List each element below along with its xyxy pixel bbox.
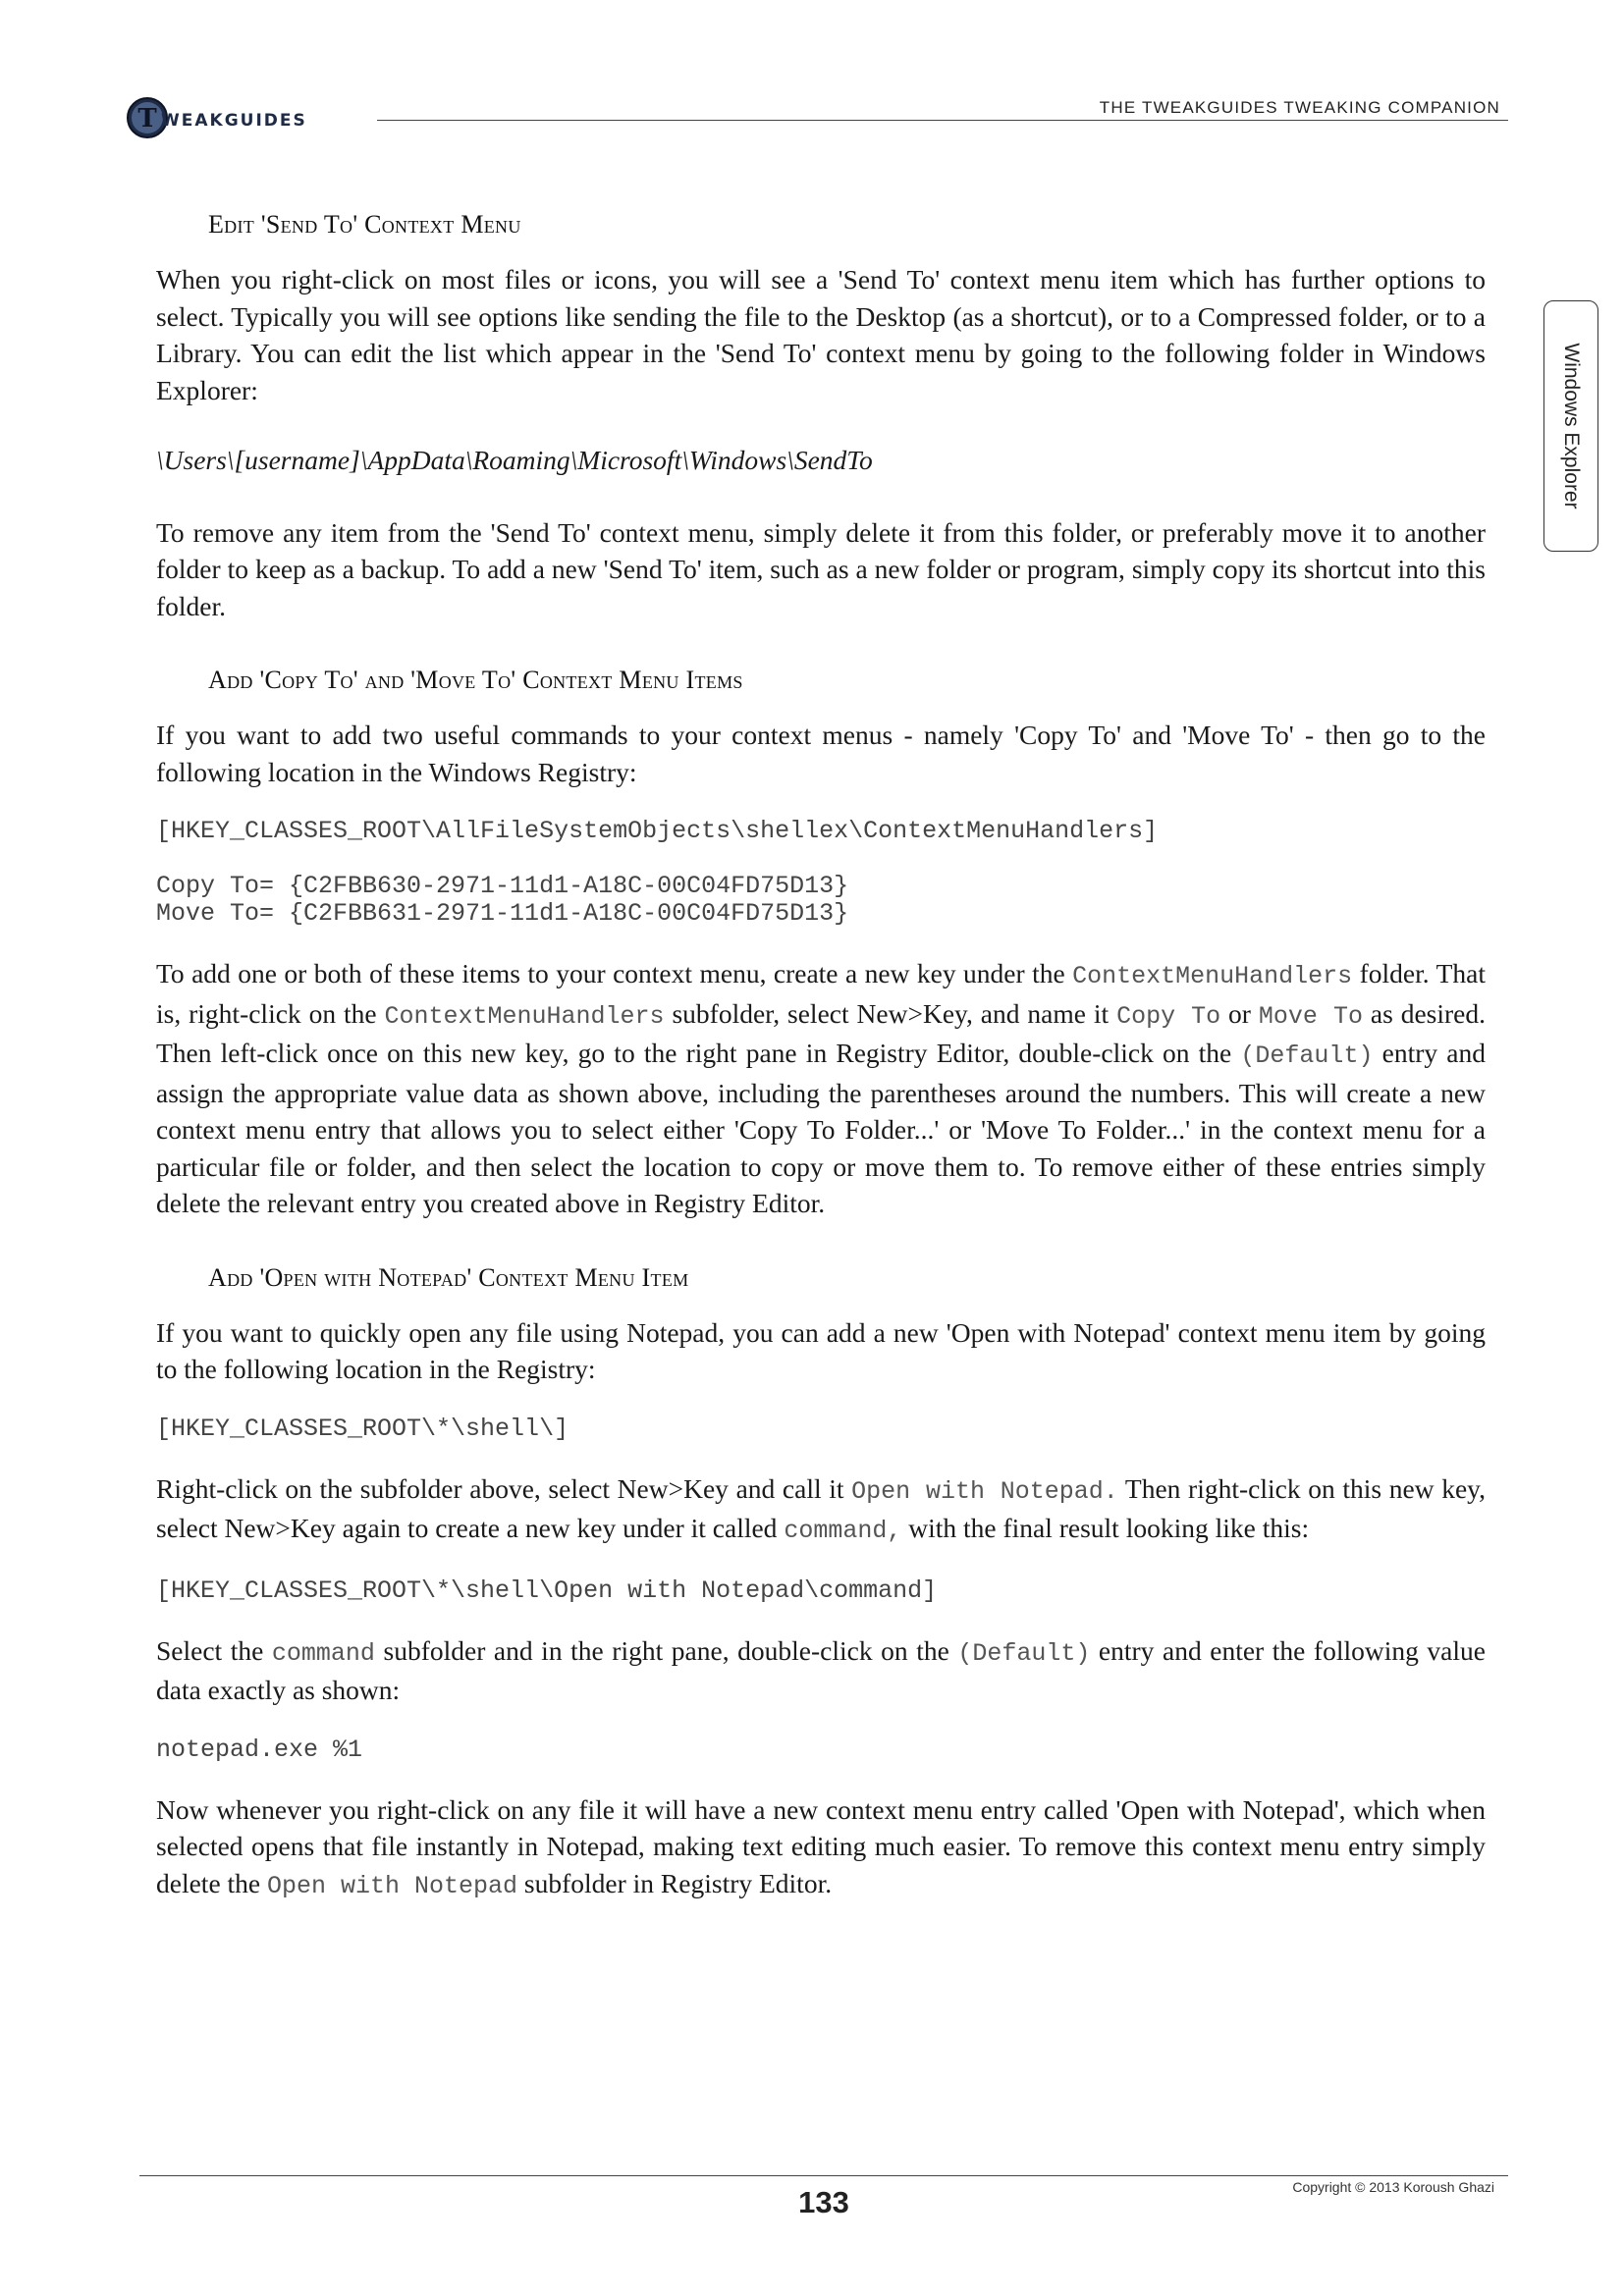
text-run: subfolder and in the right pane, double-click on the (374, 1634, 958, 1666)
inline-code: Open with Notepad (267, 1871, 518, 1900)
copy-move-registry-key: [HKEY_CLASSES_ROOT\AllFileSystemObjects\shellex\ContextMenuHandlers] (156, 817, 1159, 845)
svg-text:T: T (137, 104, 157, 133)
text-run: with the final result looking like this: (901, 1513, 1310, 1543)
header-rule (377, 120, 1508, 121)
page-number: 133 (798, 2185, 849, 2219)
footer-rule (139, 2175, 1508, 2176)
heading-send-to: Edit 'Send To' Context Menu (208, 210, 521, 239)
chapter-side-tab (1543, 300, 1598, 552)
send-to-paragraph-1: When you right-click on most files or icons, you will see a 'Send To' context menu item which has further options to select. Typically you will see options like sending the file to the Desktop (as a shortcut), or to a Compressed folder, or to a Library. You can edit the list which appear in the 'Send To' context menu by going to the following folder in Windows Explorer: (156, 264, 1486, 405)
page-content (156, 210, 1486, 1932)
notepad-paragraph-2 (156, 1470, 1486, 1550)
inline-code: ContextMenuHandlers (1072, 962, 1353, 990)
notepad-paragraph-1: If you want to quickly open any file using Notepad, you can add a new 'Open with Notepad' context menu item by going to the following location in the Registry: (156, 1316, 1486, 1384)
page-footer (139, 2175, 1508, 2219)
text-run: entry and enter the following value data exactly as shown: (156, 1634, 1486, 1705)
notepad-command-key: [HKEY_CLASSES_ROOT\*\shell\Open with Notepad\command] (156, 1575, 938, 1605)
text-run: subfolder, select New>Key, and name it (664, 997, 1117, 1029)
inline-code: Copy To (1116, 1001, 1221, 1031)
inline-code: Open with Notepad. (851, 1476, 1118, 1506)
text-run: subfolder in Registry Editor. (517, 1867, 833, 1898)
text-run: To add one or both of these items to your context menu, create a new key under the (156, 958, 1073, 988)
text-run: entry and assign the appropriate value data as shown above, including the parentheses around the numbers. This will create a new context menu entry that allows you to select either 'Copy To Folder...' or 'Move To Folder...' in the context menu for a particular file or folder, and then select the location to copy or move them to. To remove either of these entries simply delete the relevant entry you created above in Registry Editor. (156, 1038, 1486, 1218)
inline-code: (Default) (1240, 1041, 1374, 1070)
text-run: folder. That is, right-click on the (156, 958, 1486, 1029)
notepad-paragraph-4 (156, 1791, 1486, 1905)
heading-open-with-notepad: Add 'Open with Notepad' Context Menu Item (208, 1262, 689, 1292)
copy-move-paragraph-2 (156, 955, 1486, 1222)
text-run: Right-click on the subfolder above, select New>Key and call it (156, 1472, 852, 1504)
inline-code: ContextMenuHandlers (384, 1001, 665, 1031)
logo-text: WEAKGUIDES (161, 111, 307, 131)
notepad-value-data: notepad.exe %1 (156, 1735, 363, 1764)
inline-code: command, (784, 1517, 902, 1545)
text-run: Then right-click on this new key, select New>Key again to create a new key under it called (156, 1472, 1487, 1543)
text-run: as desired. Then left-click once on this new key, go to the right pane in Registry Editor, double-click on the (156, 997, 1486, 1068)
text-run: Select the (156, 1634, 272, 1666)
notepad-registry-key: [HKEY_CLASSES_ROOT\*\shell\] (156, 1414, 569, 1443)
send-to-paragraph-2: To remove any item from the 'Send To' context menu, simply delete it from this folder, or preferably move it to another folder to keep as a backup. To add a new 'Send To' item, such as a new folder or program, simply copy its shortcut into this folder. (156, 516, 1486, 621)
send-to-folder-path: \Users\[username]\AppData\Roaming\Microsoft\Windows\SendTo (156, 445, 873, 475)
inline-code: Move To (1258, 1001, 1363, 1031)
tweakguides-logo (126, 94, 307, 141)
page-header (126, 94, 1508, 143)
text-run: Now whenever you right-click on any file it will have a new context menu entry called 'Open with Notepad', which when selected opens that file instantly in Notepad, making text editing much easier. To remove this context menu entry simply delete the (156, 1793, 1486, 1898)
copy-move-paragraph-1: If you want to add two useful commands to your context menus - namely 'Copy To' and 'Move To' - then go to the following location in the Windows Registry: (156, 720, 1486, 787)
text-run: or (1220, 997, 1259, 1029)
copyright-notice: Copyright © 2013 Koroush Ghazi (1292, 2179, 1494, 2195)
inline-code: command (271, 1638, 375, 1668)
notepad-paragraph-3 (156, 1632, 1486, 1709)
copy-move-registry-values: Copy To= {C2FBB630-2971-11d1-A18C-00C04FD75D13} Move To= {C2FBB631-2971-11d1-A18C-00C04FD75D13} (156, 872, 849, 928)
inline-code: (Default) (957, 1638, 1091, 1668)
chapter-side-tab-label: Windows Explorer (1560, 343, 1583, 509)
running-header: THE TWEAKGUIDES TWEAKING COMPANION (1099, 98, 1500, 117)
heading-copy-move: Add 'Copy To' and 'Move To' Context Menu Items (208, 666, 743, 694)
